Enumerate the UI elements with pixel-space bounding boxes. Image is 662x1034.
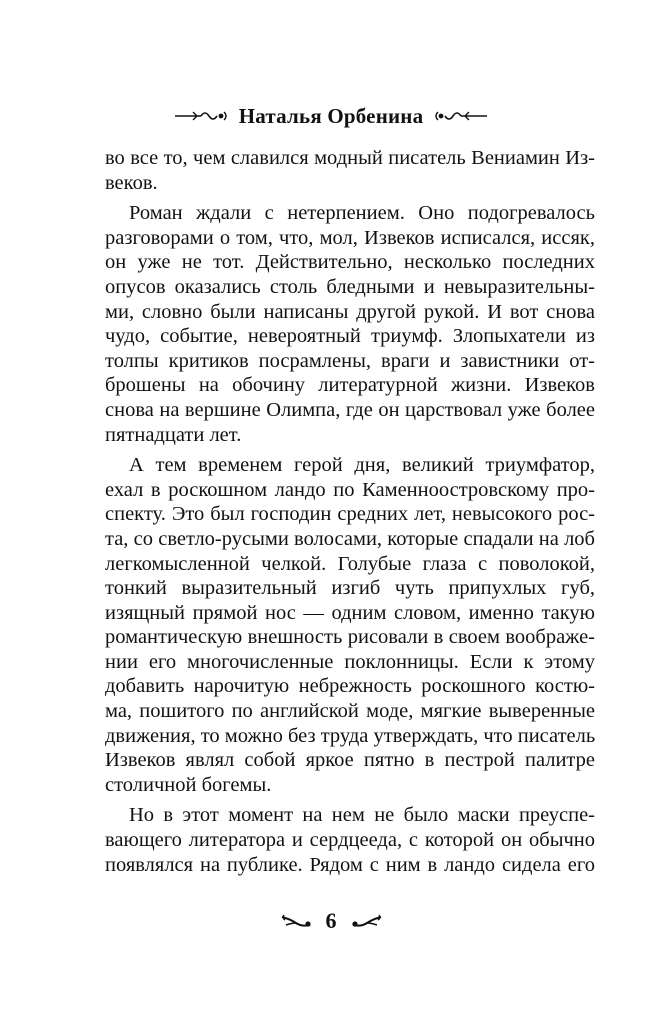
paragraph xyxy=(105,803,595,877)
paragraph xyxy=(105,201,595,447)
running-header xyxy=(0,100,662,132)
text-line: разговорами о том, что, мол, Извеков исписался, иссяк, xyxy=(105,226,595,249)
text-line: во все то, чем славился модный писатель Вениамин Из- xyxy=(105,147,595,169)
page-footer xyxy=(0,906,662,936)
footer-ornament-left-icon xyxy=(280,913,314,929)
text-line: опусов оказались столь бледными и невыразительны- xyxy=(105,275,595,298)
text-line: А тем временем герой дня, великий триумфатор, xyxy=(129,454,595,477)
text-line: пятнадцати лет. xyxy=(105,423,242,446)
text-line: Но в этот момент на нем не было маски преуспе- xyxy=(129,804,595,827)
text-line: тонкий выразительный изгиб чуть припухлых губ, xyxy=(105,577,595,600)
body-text xyxy=(105,146,595,877)
text-line: Роман ждали с нетерпением. Оно подогревалось xyxy=(129,202,595,225)
text-line: столичной богемы. xyxy=(105,773,272,796)
paragraph xyxy=(105,453,595,797)
text-line: ми, словно были написаны другой рукой. И вот снова xyxy=(105,300,595,323)
text-line: ма, пошитого по английской моде, мягкие выверенные xyxy=(105,700,595,723)
text-line: добавить нарочитую небрежность роскошного костю- xyxy=(105,675,595,698)
header-ornament-right-icon xyxy=(433,109,487,123)
text-line: толпы критиков посрамлены, враги и завистники от- xyxy=(105,349,595,372)
text-line: брошены на обочину литературной жизни. Извеков xyxy=(105,374,595,397)
text-line: он уже не тот. Действительно, несколько последних xyxy=(105,251,595,274)
text-line: Извеков являл собой яркое пятно в пестрой палитре xyxy=(105,749,595,772)
text-line: нии его многочисленные поклонницы. Если к этому xyxy=(105,650,595,673)
book-author-title: Наталья Орбенина xyxy=(238,103,424,128)
footer-ornament-right-icon xyxy=(349,913,383,929)
text-line: движения, то можно без труда утверждать, что писатель xyxy=(105,724,596,747)
paragraph xyxy=(105,146,595,195)
text-line: чудо, событие, невероятный триумф. Злопыхатели из xyxy=(105,325,595,348)
text-line: романтическую внешность рисовали в своем воображе- xyxy=(105,626,595,649)
text-line: снова на вершине Олимпа, где он царствовал уже более xyxy=(105,398,595,421)
text-line: ехал в роскошном ландо по Каменноостровскому про- xyxy=(105,478,595,501)
text-line: та, со светло-русыми волосами, которые спадали на лоб xyxy=(105,527,595,550)
text-line: веков. xyxy=(105,171,158,194)
text-line: вающего литератора и сердцееда, с которой он обычно xyxy=(105,829,595,852)
text-line: изящный прямой нос — одним словом, именно такую xyxy=(105,601,595,624)
page-number: 6 xyxy=(325,908,337,933)
text-line: появлялся на публике. Рядом с ним в ландо сидела его xyxy=(105,853,595,876)
header-ornament-left-icon xyxy=(175,109,229,123)
text-line: легкомысленной челкой. Голубые глаза с поволокой, xyxy=(105,552,595,575)
text-line: спекту. Это был господин средних лет, невысокого рос- xyxy=(105,503,595,526)
